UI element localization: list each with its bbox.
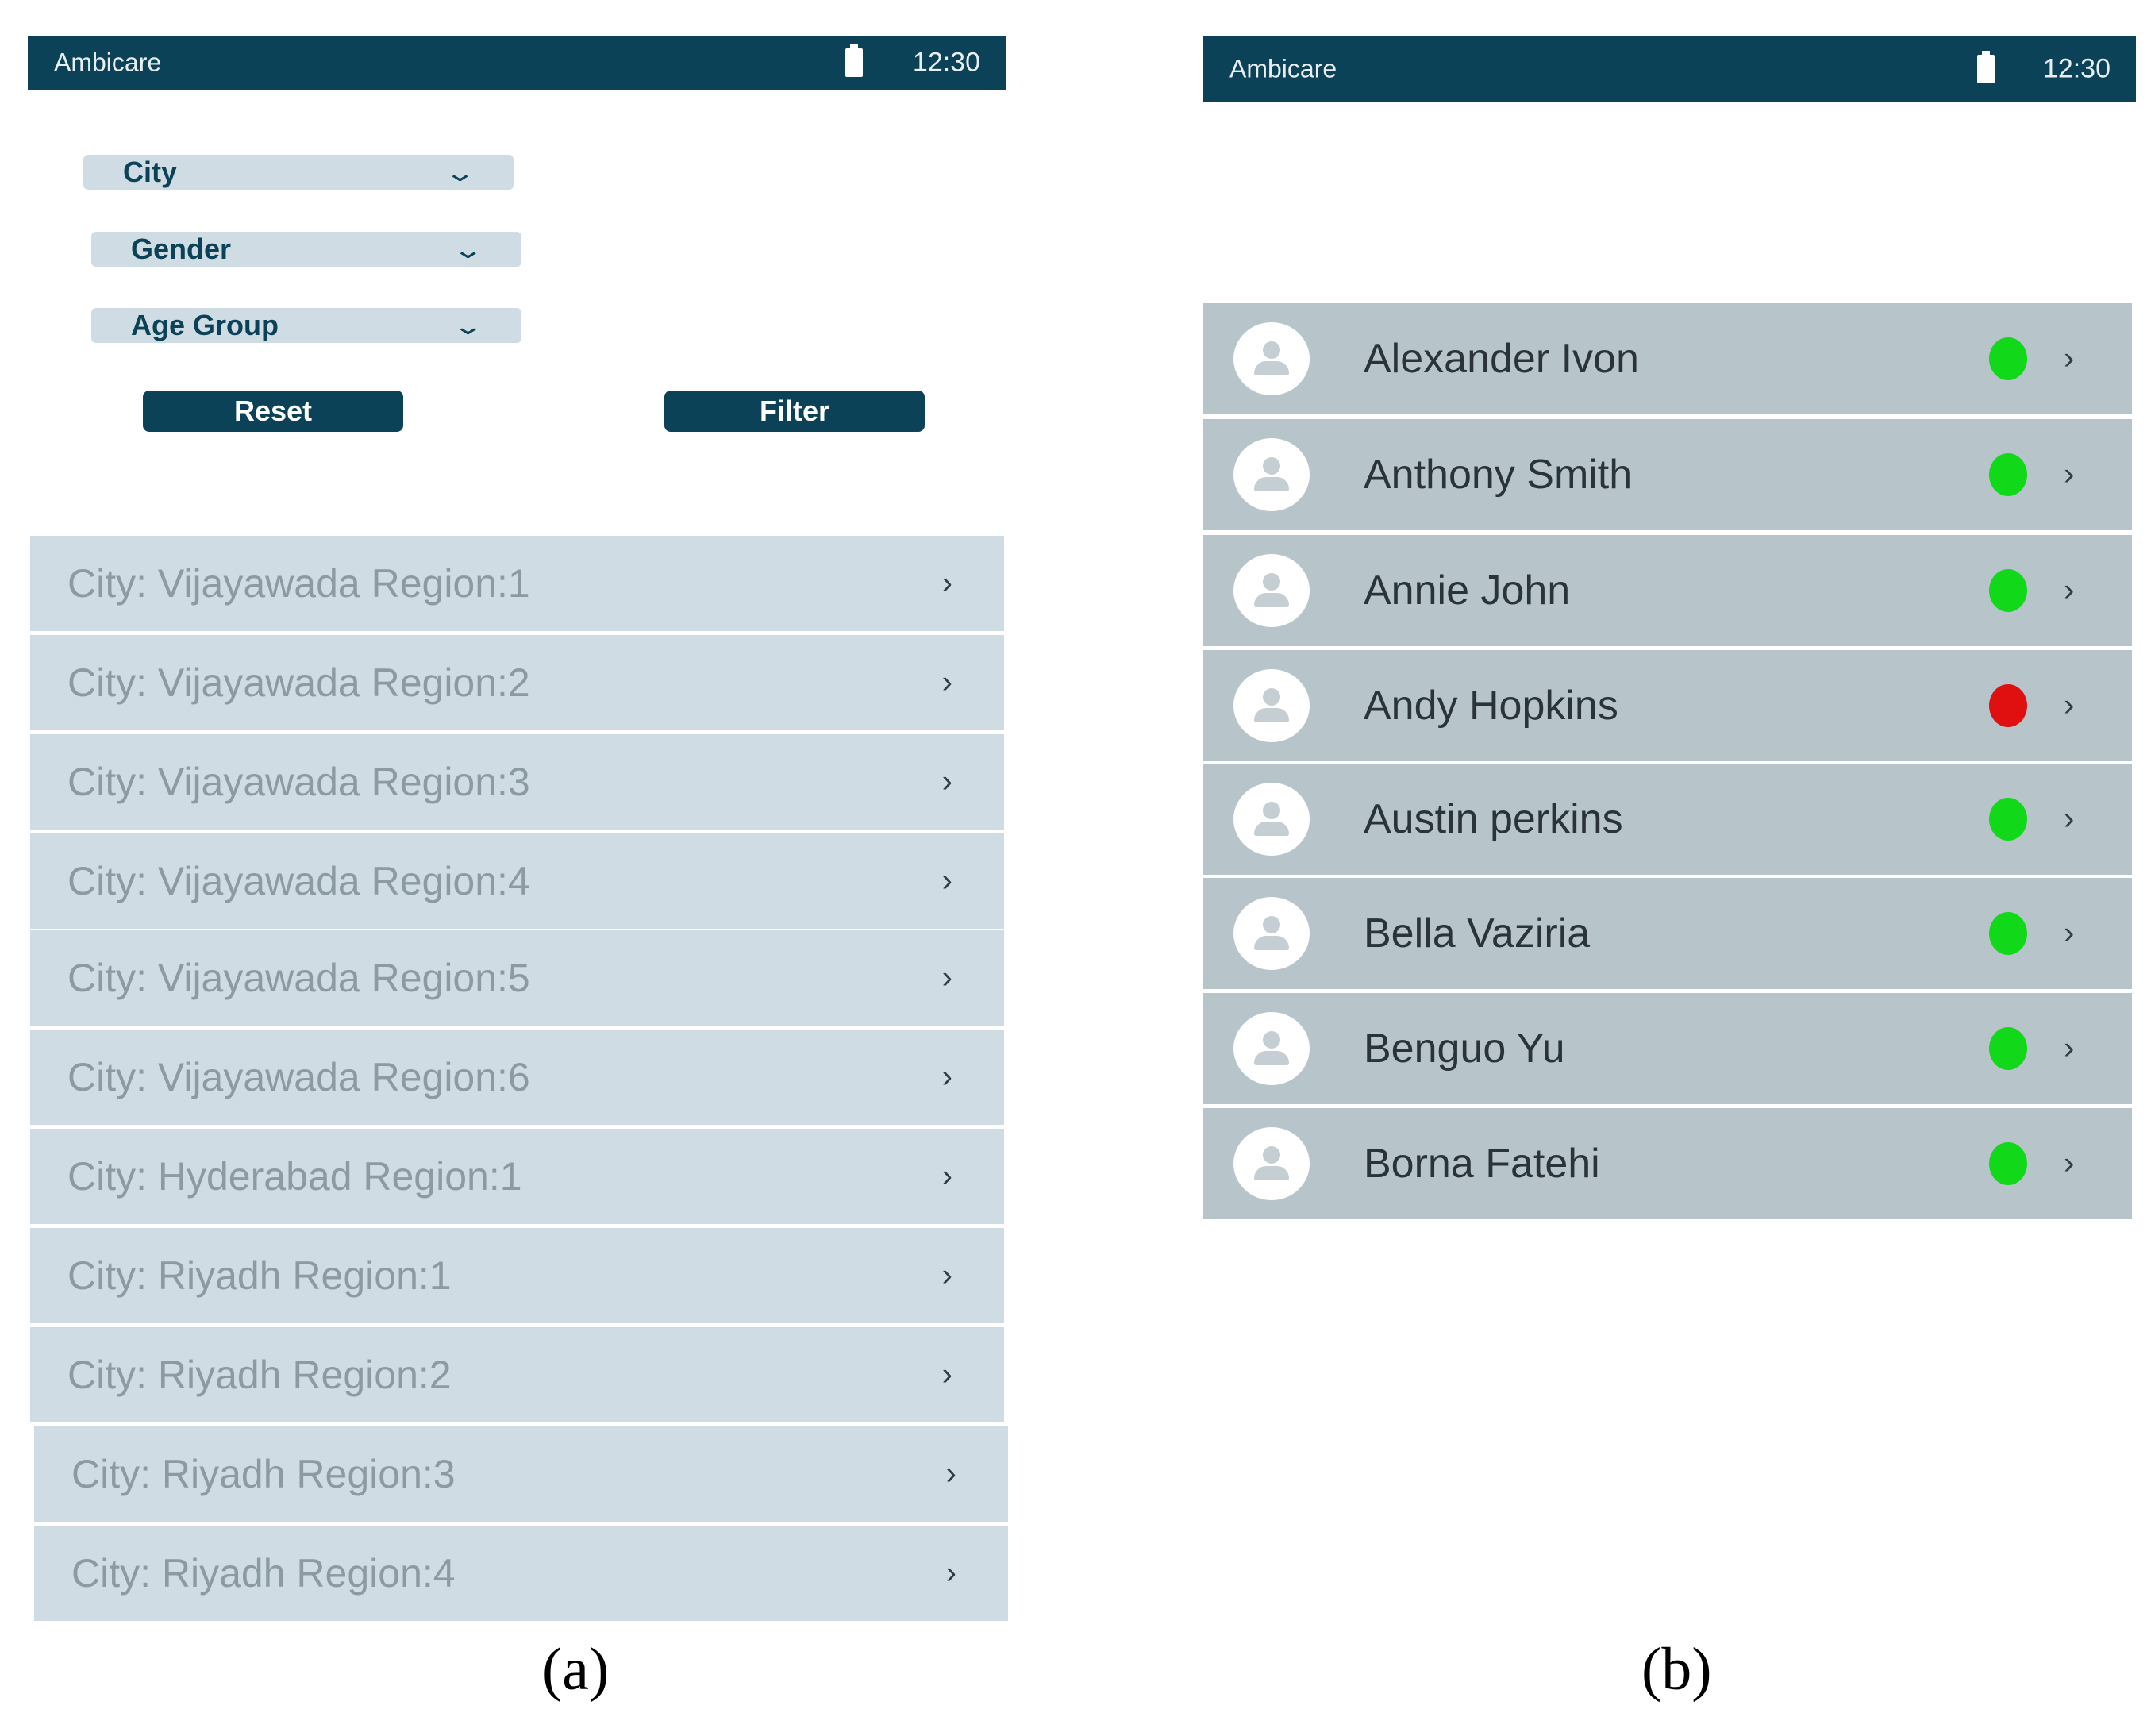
battery-icon [845,48,863,77]
status-indicator [1989,1027,2027,1070]
region-label: City: Vijayawada Region:3 [67,760,530,804]
gender-dropdown-label: Gender [131,233,232,265]
region-label: City: Vijayawada Region:5 [67,956,530,1000]
region-list-item[interactable] [30,1030,1004,1125]
chevron-right-icon: › [941,863,952,899]
region-list-item[interactable] [30,1129,1004,1224]
chevron-right-icon: › [941,1059,952,1095]
panel-a-caption: (a) [542,1636,610,1703]
chevron-right-icon: › [2064,572,2075,608]
region-list-item[interactable] [30,833,1004,929]
status-bar-b [1203,36,2136,102]
avatar [1233,669,1310,742]
patient-list-item[interactable] [1203,878,2132,989]
chevron-right-icon: › [941,960,952,995]
reset-button[interactable]: Reset [143,391,403,432]
patient-name: Andy Hopkins [1364,683,1618,729]
chevron-down-icon: ⌄ [452,237,484,264]
patient-list-item[interactable] [1203,764,2132,875]
region-label: City: Riyadh Region:3 [71,1452,456,1496]
chevron-right-icon: › [941,764,952,799]
region-list-item[interactable] [34,1426,1008,1522]
region-list-item[interactable] [30,536,1004,631]
chevron-right-icon: › [941,664,952,700]
city-dropdown-label: City [123,156,178,188]
region-label: City: Vijayawada Region:4 [67,859,530,903]
chevron-right-icon: › [945,1456,956,1492]
patient-name: Annie John [1364,568,1571,614]
patient-list-item[interactable] [1203,419,2132,530]
panel-b-caption: (b) [1641,1636,1712,1703]
avatar [1233,554,1310,627]
region-label: City: Vijayawada Region:2 [67,660,530,705]
region-label: City: Vijayawada Region:1 [67,561,530,606]
avatar [1233,1127,1310,1200]
status-indicator [1989,912,2027,955]
patient-list-item[interactable] [1203,535,2132,646]
patient-list-item[interactable] [1203,303,2132,414]
status-indicator [1989,684,2027,727]
avatar [1233,897,1310,970]
avatar [1233,438,1310,511]
patient-name: Benguo Yu [1364,1026,1565,1072]
chevron-right-icon: › [2064,687,2075,723]
app-name: Ambicare [1229,54,1337,83]
region-list-item[interactable] [30,1327,1004,1422]
region-label: City: Hyderabad Region:1 [67,1154,522,1199]
status-indicator [1989,798,2027,841]
clock: 12:30 [2042,53,2111,84]
region-list-item[interactable] [30,1228,1004,1323]
patient-list-item[interactable] [1203,650,2132,761]
patient-name: Borna Fatehi [1364,1141,1600,1187]
patient-list-item[interactable] [1203,993,2132,1104]
chevron-right-icon: › [2064,1145,2075,1181]
region-label: City: Riyadh Region:2 [67,1353,452,1397]
chevron-down-icon: ⌄ [444,160,476,187]
region-label: City: Riyadh Region:1 [67,1253,452,1298]
chevron-right-icon: › [2064,341,2075,376]
avatar [1233,1012,1310,1085]
chevron-right-icon: › [945,1555,956,1591]
region-list-item[interactable] [30,734,1004,830]
avatar [1233,322,1310,395]
chevron-right-icon: › [941,565,952,601]
chevron-right-icon: › [2064,1030,2075,1066]
status-indicator [1989,453,2027,496]
patient-name: Austin perkins [1364,796,1623,842]
chevron-right-icon: › [941,1158,952,1194]
chevron-right-icon: › [2064,915,2075,951]
filter-button[interactable]: Filter [664,391,925,432]
region-list-item[interactable] [30,635,1004,730]
chevron-right-icon: › [941,1357,952,1392]
chevron-down-icon: ⌄ [452,314,484,340]
app-name: Ambicare [54,48,162,77]
avatar [1233,783,1310,856]
region-label: City: Riyadh Region:4 [71,1551,456,1596]
region-label: City: Vijayawada Region:6 [67,1055,530,1099]
patient-list-item[interactable] [1203,1108,2132,1219]
region-list-item[interactable] [34,1526,1008,1621]
battery-icon [1977,55,1995,83]
chevron-right-icon: › [941,1257,952,1293]
age-group-dropdown[interactable] [91,308,521,343]
chevron-right-icon: › [2064,801,2075,837]
age-group-dropdown-label: Age Group [131,309,279,341]
city-dropdown[interactable] [83,155,514,190]
status-indicator [1989,569,2027,612]
patient-name: Alexander Ivon [1364,336,1639,382]
region-list-item[interactable] [30,930,1004,1026]
clock: 12:30 [912,47,980,78]
status-indicator [1989,337,2027,380]
patient-name: Anthony Smith [1364,452,1633,498]
chevron-right-icon: › [2064,456,2075,492]
status-bar-a [28,36,1006,90]
status-indicator [1989,1142,2027,1185]
gender-dropdown[interactable] [91,232,521,267]
patient-name: Bella Vaziria [1364,910,1591,957]
